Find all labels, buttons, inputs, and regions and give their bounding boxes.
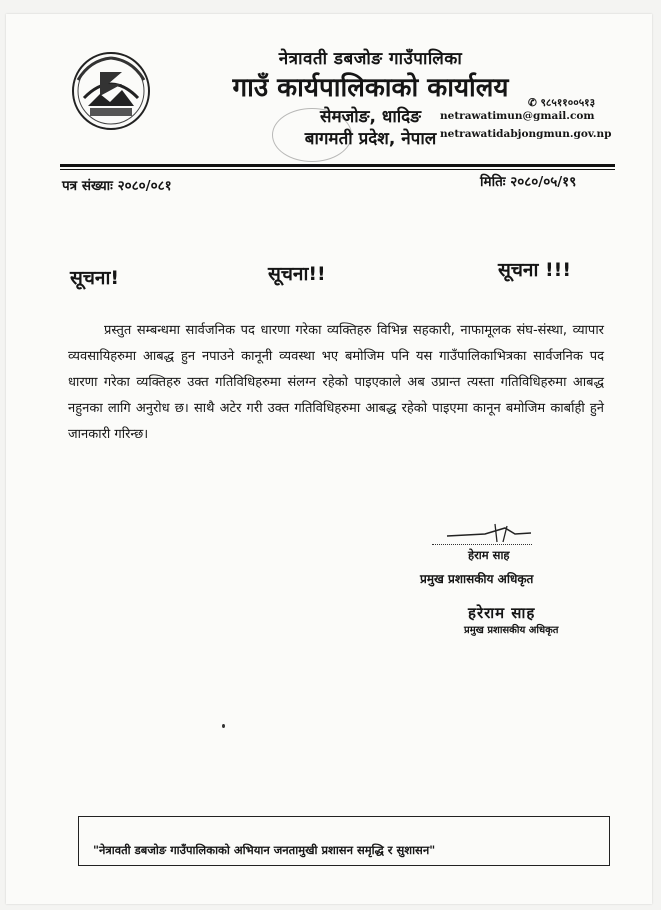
motto-box	[78, 816, 610, 866]
signatory-title: प्रमुख प्रशासकीय अधिकृत	[420, 572, 534, 586]
phone-icon: ✆	[528, 97, 541, 109]
address-line-2: बागमती प्रदेश, नेपाल	[304, 129, 437, 149]
notice-heading-3: सूचना !!!	[498, 259, 571, 281]
email-address: netrawatimun@gmail.com	[440, 110, 595, 122]
org-name: नेत्रावती डबजोङ गाउँपालिका	[278, 49, 463, 69]
notice-heading-2: सूचना!!	[268, 263, 326, 285]
address-line-1: सेमजोङ, धादिङ	[320, 107, 421, 127]
notice-body: प्रस्तुत सम्बन्धमा सार्वजनिक पद धारणा गरेका व्यक्तिहरु विभिन्न सहकारी, नाफामूलक संघ-संस्था, व्यापार व्यवसायिहरुमा आबद्ध हुन नपाउने कानूनी व्यवस्था भए बमोजिम पनि यस गाउँपालिकाभित्रका सार्वजनिक पद धारणा गरेका व्यक्तिहरु उक्त गतिविधिहरुमा संलग्न रहेको पाइएकाले अब उप्रान्त त्यस्ता गतिविधिहरुमा आबद्ध नहुनका लागि अनुरोध छ। साथै अटेर गरी उक्त गतिविधिहरुमा आबद्ध रहेको पाइएमा कानून बमोजिम कार्बाही हुने जानकारी गरिन्छ।	[68, 323, 604, 442]
notice-heading-1: सूचना!	[70, 267, 120, 289]
motto-text: "नेत्रावती डबजोङ गाउँपालिकाको अभियान जनतामुखी प्रशासन समृद्धि र सुशासन"	[93, 843, 436, 857]
signature-mark	[445, 520, 535, 546]
website-address: netrawatidabjongmun.gov.np	[440, 128, 612, 140]
signatory-name: हेराम साह	[468, 548, 510, 562]
signature-line	[432, 544, 532, 545]
letter-date: मितिः २०८०/०५/१९	[480, 174, 577, 190]
paper-speck	[222, 724, 225, 728]
header-rule-thick	[60, 164, 615, 167]
stamp-title: प्रमुख प्रशासकीय अधिकृत	[464, 625, 559, 636]
office-name: गाउँ कार्यपालिकाको कार्यालय	[232, 73, 509, 103]
phone-number: ✆ ९८५११००५१३	[528, 97, 596, 109]
reference-number: पत्र संख्याः २०८०/०८१	[62, 178, 172, 194]
stamp-name: हरेराम साह	[468, 604, 536, 622]
header-rule-thin	[60, 169, 615, 170]
